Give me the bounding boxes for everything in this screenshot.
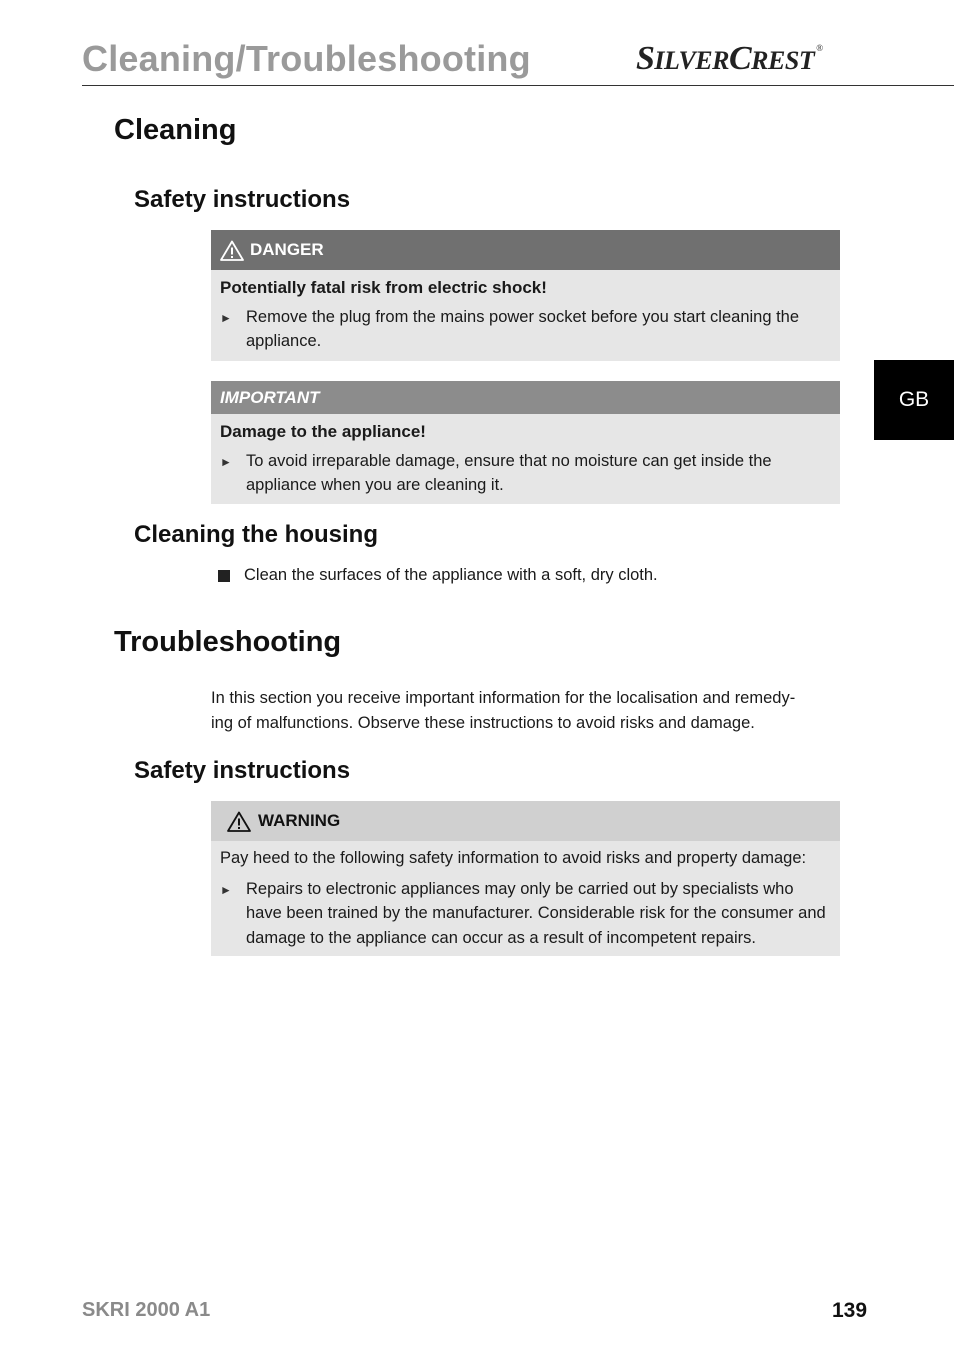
list-item: [218, 566, 658, 585]
important-lead: Damage to the appliance!: [220, 422, 426, 441]
warning-triangle-icon: [226, 811, 252, 832]
subsection-title-safety-2: Safety instructions: [134, 757, 351, 784]
header-divider: [82, 85, 954, 86]
arrow-bullet-icon: ►: [220, 882, 232, 897]
important-bullet-text: To avoid irreparable damage, ensure that no moisture can get inside the appliance when you are cleaning it.: [246, 451, 772, 494]
danger-notice: [211, 230, 840, 361]
important-label: IMPORTANT: [220, 387, 320, 407]
danger-header: [211, 230, 840, 270]
list-item: [220, 449, 830, 498]
page-number: 139: [832, 1299, 868, 1322]
section-title-troubleshooting: Troubleshooting: [114, 626, 342, 658]
arrow-bullet-icon: ►: [220, 310, 232, 325]
warning-label: WARNING: [258, 811, 341, 830]
warning-header: [211, 801, 840, 841]
page-title: Cleaning/Troubleshooting: [82, 38, 531, 79]
danger-bullet-text: Remove the plug from the mains power socket before you start cleaning the appliance.: [246, 307, 800, 350]
troubleshooting-intro: In this section you receive important information for the localisation and remedy- ing of malfunctions. Observe these instructions to avoid risks and damage.: [211, 689, 796, 732]
housing-instruction: Clean the surfaces of the appliance with a soft, dry cloth.: [244, 566, 658, 584]
subsection-title-safety: Safety instructions: [134, 186, 351, 213]
square-bullet-icon: [218, 570, 230, 582]
footer-model: SKRI 2000 A1: [82, 1299, 211, 1321]
danger-label: DANGER: [250, 240, 324, 259]
brand-logo: SILVERCREST ®: [636, 40, 823, 77]
subsection-title-housing: Cleaning the housing: [134, 521, 378, 548]
section-title-cleaning: Cleaning: [114, 114, 237, 146]
important-notice: [211, 381, 840, 504]
list-item: [220, 305, 830, 354]
warning-lead: Pay heed to the following safety information to avoid risks and property damage:: [220, 849, 807, 867]
list-item: [220, 877, 830, 951]
warning-triangle-icon: [220, 240, 244, 261]
important-header: [211, 381, 840, 414]
language-tab: GB: [874, 360, 954, 440]
warning-bullet-text: Repairs to electronic appliances may only be carried out by specialists who have been trained by the manufacturer. Considerable risk for the consumer and damage to the appliance can occur as a result of incompetent repairs.: [246, 879, 826, 947]
arrow-bullet-icon: ►: [220, 454, 232, 469]
warning-notice: [211, 801, 840, 956]
danger-lead: Potentially fatal risk from electric shock!: [220, 278, 547, 297]
